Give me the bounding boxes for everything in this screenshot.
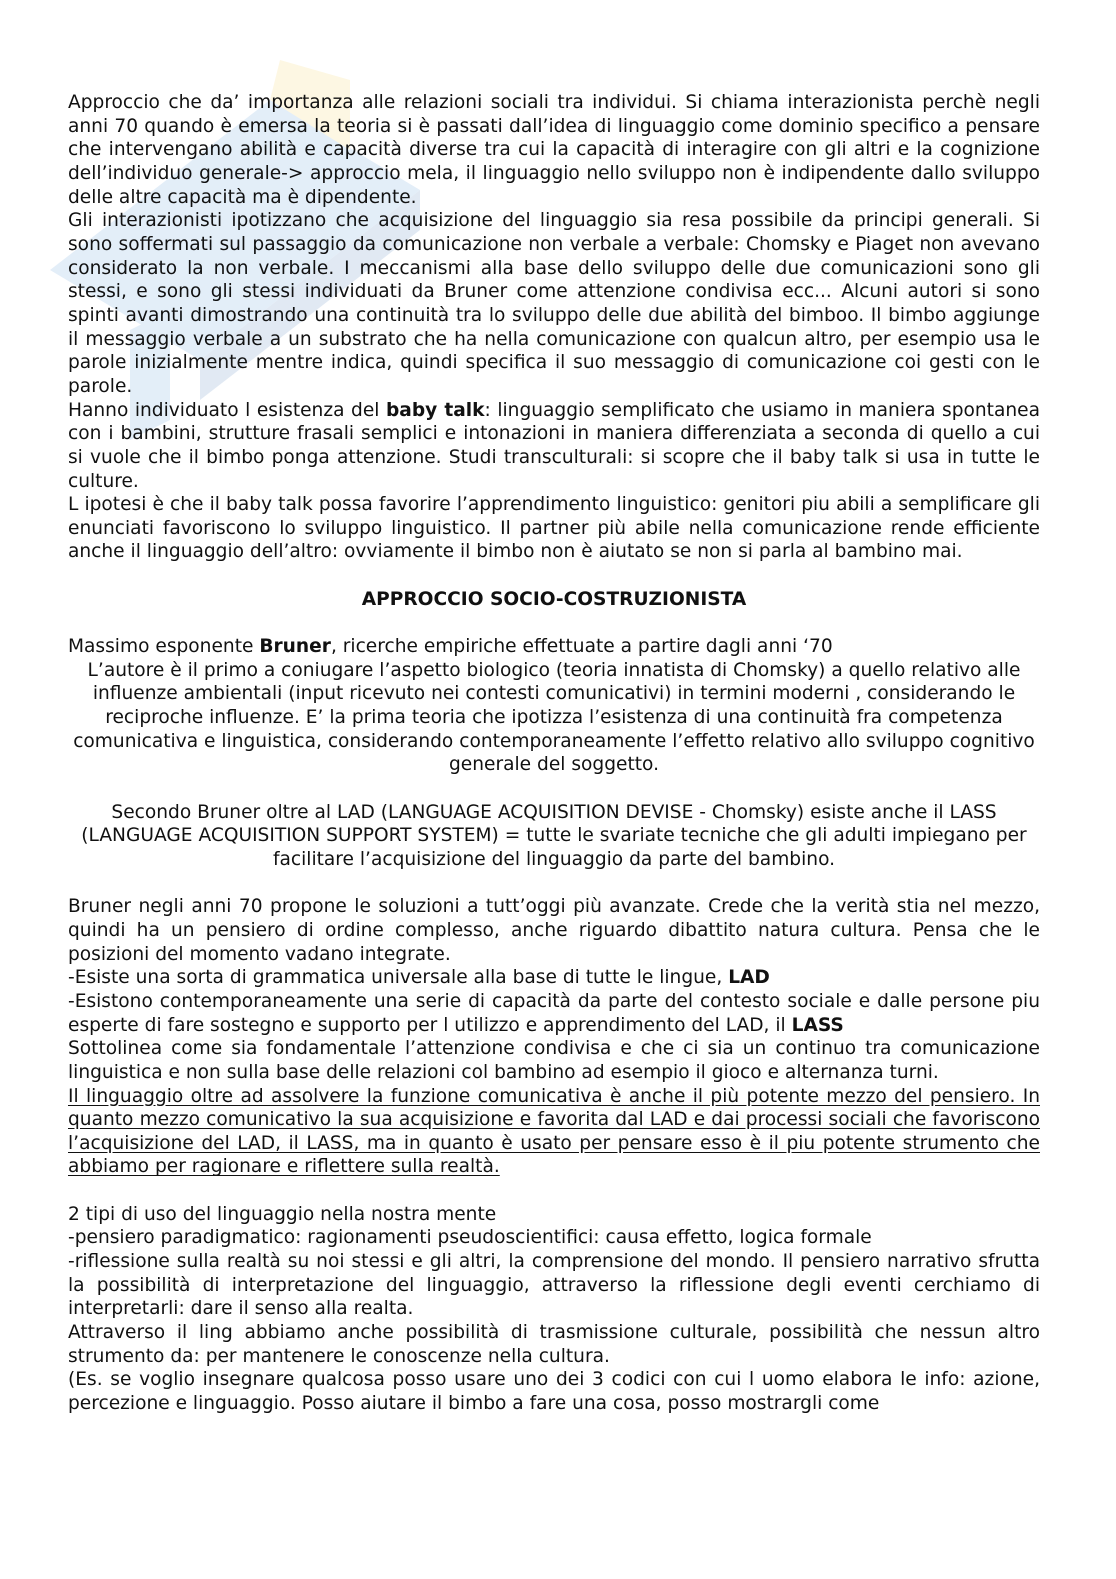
paragraph-riflessione-realta: -riflessione sulla realtà su noi stessi e gli altri, la comprensione del mondo. Il pensiero narrativo sfrutta la possibilità di interpretazione del linguaggio, attraverso la riflessione degli eventi cerchiamo di interpretarli: dare il senso alla realta. bbox=[68, 1251, 1040, 1320]
section-heading: APPROCCIO SOCIO-COSTRUZIONISTA bbox=[361, 588, 747, 610]
paragraph-autore-centered: L’autore è il primo a coniugare l’aspetto biologico (teoria innatista di Chomsky) a quello relativo alle influenze ambientali (input ricevuto nei contesti comunicativi) in termini moderni , considerando le reciproche influenze. E’ la prima teoria che ipotizza l’esistenza di una continuità fra competenza comunicativa e linguistica, considerando contemporaneamente l’effetto relativo allo sviluppo cognitivo generale del soggetto. bbox=[73, 659, 1035, 776]
paragraph-pensiero-paradigmatico: -pensiero paradigmatico: ragionamenti pseudoscientifici: causa effetto, logica formale bbox=[68, 1227, 872, 1249]
text-segment: Massimo esponente bbox=[68, 636, 260, 658]
paragraph-bruner-anni-70: Bruner negli anni 70 propone le soluzioni a tutt’oggi più avanzate. Crede che la verità stia nel mezzo, quindi ha un pensiero di ordine complesso, anche riguardo dibattito natura cultura. Pensa che le posizioni del momento vadano integrate. bbox=[68, 896, 1040, 965]
paragraph-massimo-esponente bbox=[68, 635, 1040, 659]
paragraph-esempio-codici: (Es. se voglio insegnare qualcosa posso usare uno dei 3 codici con cui l uomo elabora le info: azione, percezione e linguaggio. Posso aiutare il bimbo a fare una cosa, posso mostrargli come bbox=[68, 1369, 1040, 1415]
paragraph-trasmissione-culturale: Attraverso il ling abbiamo anche possibilità di trasmissione culturale, possibilità che nessun altro strumento da: per mantenere le conoscenze nella cultura. bbox=[68, 1322, 1040, 1367]
text-segment: : linguaggio semplificato che usiamo in maniera spontanea con i bambini, strutture frasali semplici e intonazioni in maniera differenziata a seconda di quello a cui si vuole che il bimbo ponga attenzione. Studi transculturali: si scopre che il baby talk si usa in tutte le culture. bbox=[68, 399, 1040, 492]
paragraph-underlined-linguaggio-pensiero: Il linguaggio oltre ad assolvere la funzione comunicativa è anche il più potente mezzo del pensiero. In quanto mezzo comunicativo la sua acquisizione e favorita dal LAD e dai processi sociali che favoriscono l’acquisizione del LAD, il LASS, ma in quanto è usato per pensare esso è il piu potente strumento che abbiamo per ragionare e riflettere sulla realtà. bbox=[68, 1085, 1040, 1178]
bold-term-lad: LAD bbox=[728, 967, 770, 989]
paragraph-interazionisti-principi: Gli interazionisti ipotizzano che acquisizione del linguaggio sia resa possibile da principi generali. Si sono soffermati sul passaggio da comunicazione non verbale a verbale: Chomsky e Piaget non avevano considerato la non verbale. I meccanismi alla base dello sviluppo delle due comunicazioni sono gli stessi, e sono gli stessi individuati da Bruner come attenzione condivisa ecc... Alcuni autori si sono spinti avanti dimostrando una continuità tra lo sviluppo delle due abilità del bimboo. Il bimbo aggiunge il messaggio verbale a un substrato che ha nella comunicazione con qualcun altro, per esempio usa le parole inizialmente mentre indica, quindi specifica il suo messaggio di comunicazione coi gesti con le parole. bbox=[68, 210, 1040, 397]
paragraph-attenzione-condivisa: Sottolinea come sia fondamentale l’attenzione condivisa e che ci sia un continuo tra comunicazione linguistica e non sulla base delle relazioni col bambino ad esempio il gioco e alternanza turni. bbox=[68, 1038, 1040, 1083]
paragraph-interazionista-intro: Approccio che da’ importanza alle relazioni sociali tra individui. Si chiama interazionista perchè negli anni 70 quando è emersa la teoria si è passati dall’idea di linguaggio come dominio specifico a pensare che intervengano abilità e capacità diverse tra cui la capacità di interagire con gli altri e la cognizione dell’individuo generale-> approccio mela, il linguaggio nello sviluppo non è indipendente dallo sviluppo delle altre capacità ma è dipendente. bbox=[68, 92, 1040, 208]
text-segment: -Esistono contemporaneamente una serie di capacità da parte del contesto sociale e dalle persone piu esperte di fare sostegno e supporto per l utilizzo e apprendimento del LAD, il bbox=[68, 990, 1040, 1036]
text-segment: , ricerche empiriche effettuate a partire dagli anni ‘70 bbox=[330, 636, 833, 658]
paragraph-lad-lass-centered: Secondo Bruner oltre al LAD (LANGUAGE ACQUISITION DEVISE - Chomsky) esiste anche il LASS (LANGUAGE ACQUISITION SUPPORT SYSTEM) = tutte le svariate tecniche che gli adulti impiegano per facilitare l’acquisizione del linguaggio da parte del bambino. bbox=[81, 801, 1027, 870]
paragraph-lad-item bbox=[68, 966, 1040, 990]
document-page bbox=[68, 91, 1040, 1416]
paragraph-lass-item bbox=[68, 990, 1040, 1037]
text-segment: Hanno individuato l esistenza del bbox=[68, 399, 386, 421]
paragraph-ipotesi-baby-talk: L ipotesi è che il baby talk possa favorire l’apprendimento linguistico: genitori piu abili a semplificare gli enunciati favoriscono lo sviluppo linguistico. Il partner più abile nella comunicazione rende efficiente anche il linguaggio dell’altro: ovviamente il bimbo non è aiutato se non si parla al bambino mai. bbox=[68, 494, 1040, 563]
bold-term-bruner: Bruner bbox=[259, 636, 331, 658]
bold-term-lass: LASS bbox=[791, 1014, 844, 1036]
paragraph-due-tipi: 2 tipi di uso del linguaggio nella nostra mente bbox=[68, 1203, 497, 1225]
paragraph-baby-talk bbox=[68, 399, 1040, 494]
bold-term-baby-talk: baby talk bbox=[385, 399, 485, 421]
text-segment: -Esiste una sorta di grammatica universale alla base di tutte le lingue, bbox=[68, 967, 729, 989]
